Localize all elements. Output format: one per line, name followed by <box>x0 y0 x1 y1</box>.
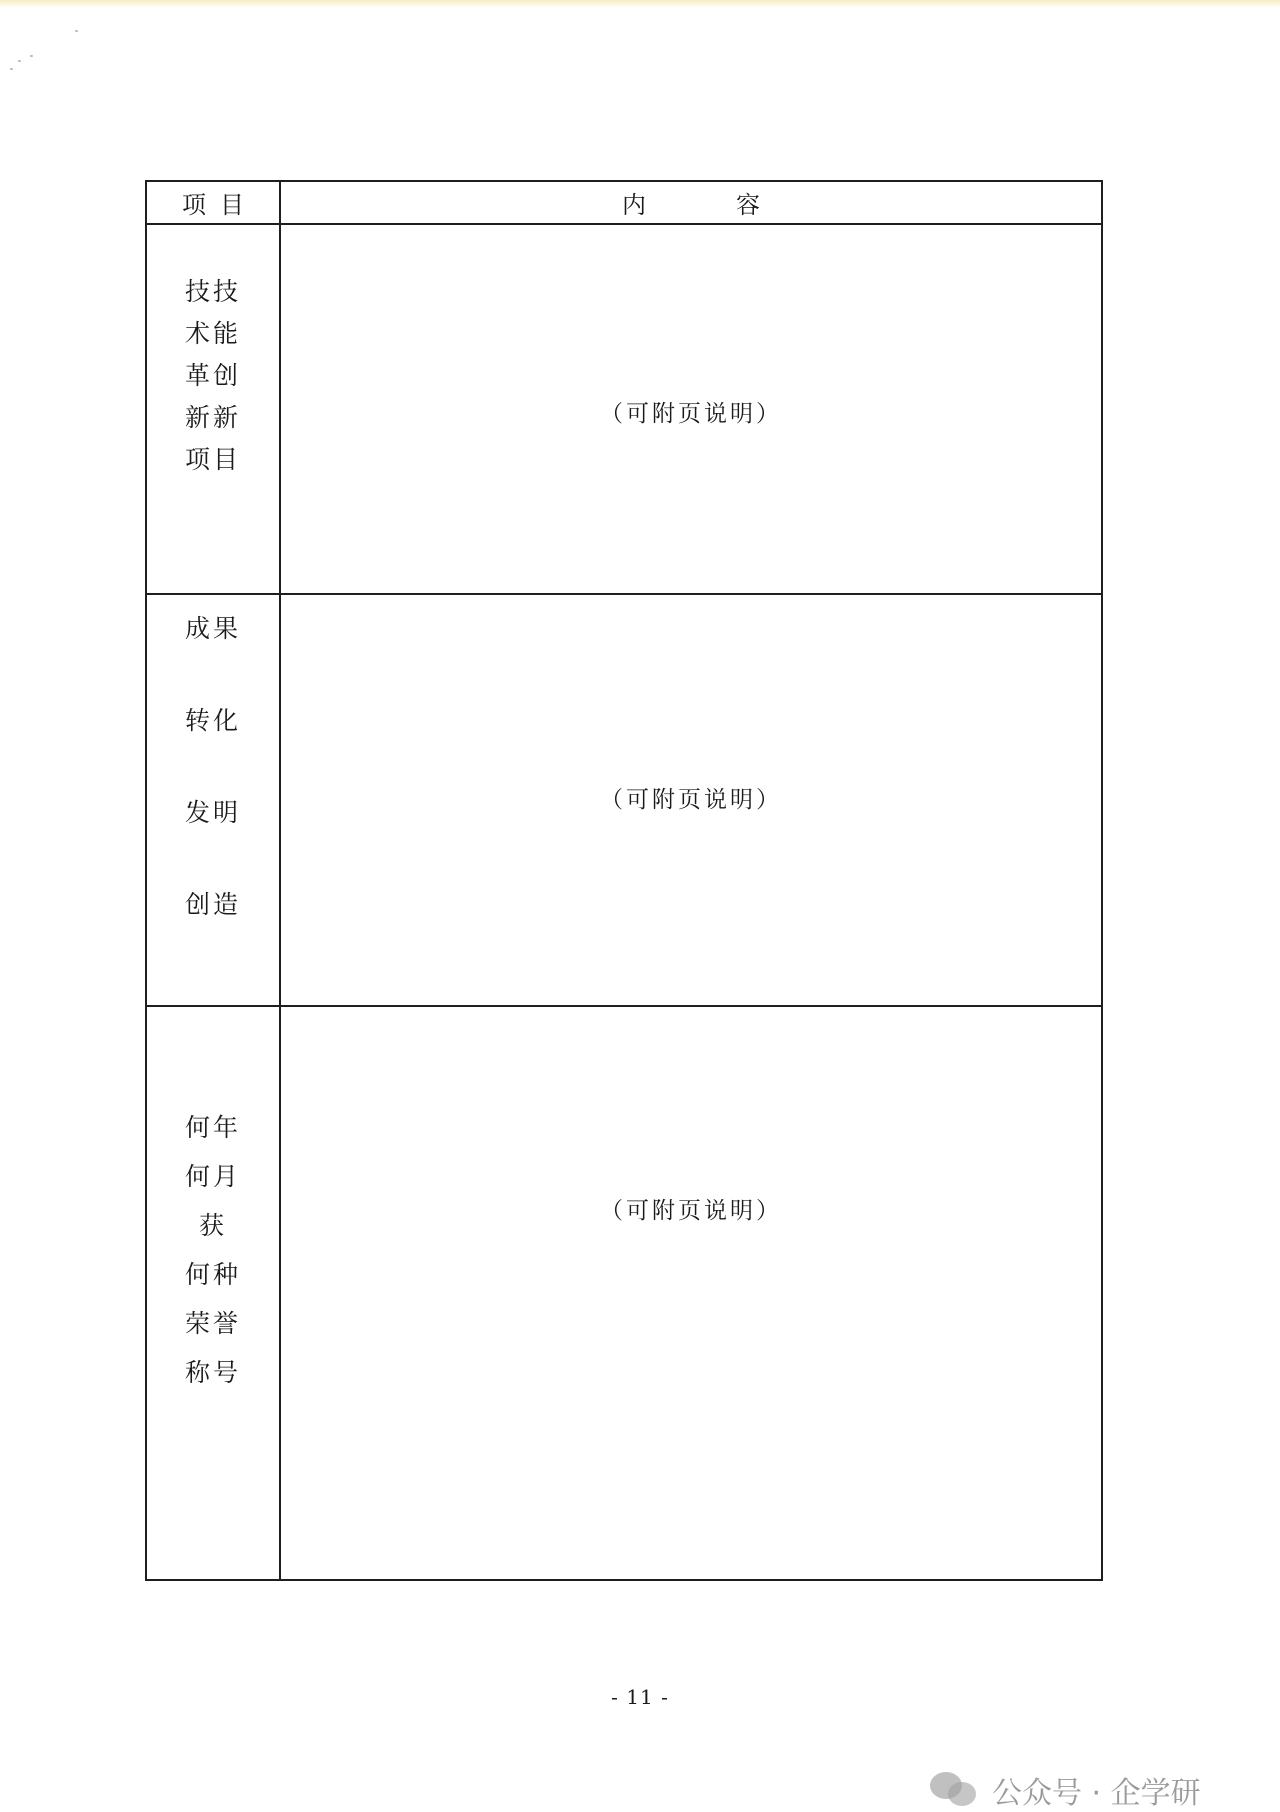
item-line: 获 <box>198 1210 227 1240</box>
attachment-note: （可附页说明） <box>600 1198 782 1224</box>
scan-speck <box>75 30 78 32</box>
table-row <box>146 1006 1102 1580</box>
item-line: 何年 <box>184 1112 241 1142</box>
item-line: 项目 <box>184 445 241 474</box>
item-cell-achievement <box>146 594 280 1006</box>
page-number: - 11 - <box>611 1685 669 1709</box>
scan-speck <box>30 55 33 57</box>
wechat-icon <box>930 1770 982 1810</box>
item-line: 何月 <box>184 1161 241 1191</box>
content-cell-achievement[interactable] <box>280 594 1102 1006</box>
watermark-text: 公众号 · 企学研 <box>992 1776 1201 1811</box>
attachment-note: （可附页说明） <box>600 401 782 427</box>
item-line: 成果 <box>184 614 241 643</box>
application-form-table <box>145 180 1103 1581</box>
scan-edge-artifact <box>0 0 1280 8</box>
item-line: 创造 <box>184 890 241 919</box>
item-line: 革创 <box>184 361 241 390</box>
table-row <box>146 594 1102 1006</box>
attachment-note: （可附页说明） <box>600 787 782 813</box>
header-content: 内容 <box>280 181 1102 224</box>
content-cell-honors[interactable] <box>280 1006 1102 1580</box>
watermark <box>930 1768 1201 1812</box>
table-header-row <box>146 181 1102 224</box>
scan-speck <box>18 60 21 62</box>
item-line: 转化 <box>184 706 241 735</box>
item-cell-honors <box>146 1006 280 1580</box>
item-line: 技技 <box>184 277 241 306</box>
content-cell-innovation[interactable] <box>280 224 1102 594</box>
item-cell-innovation <box>146 224 280 594</box>
item-line: 荣誉 <box>184 1308 241 1338</box>
item-line: 发明 <box>184 798 241 827</box>
item-line: 术能 <box>184 319 241 348</box>
item-line: 称号 <box>184 1357 241 1387</box>
header-item: 项目 <box>146 181 280 224</box>
item-line: 新新 <box>184 403 241 432</box>
scan-speck <box>10 68 13 70</box>
table-row <box>146 224 1102 594</box>
item-line: 何种 <box>184 1259 241 1289</box>
